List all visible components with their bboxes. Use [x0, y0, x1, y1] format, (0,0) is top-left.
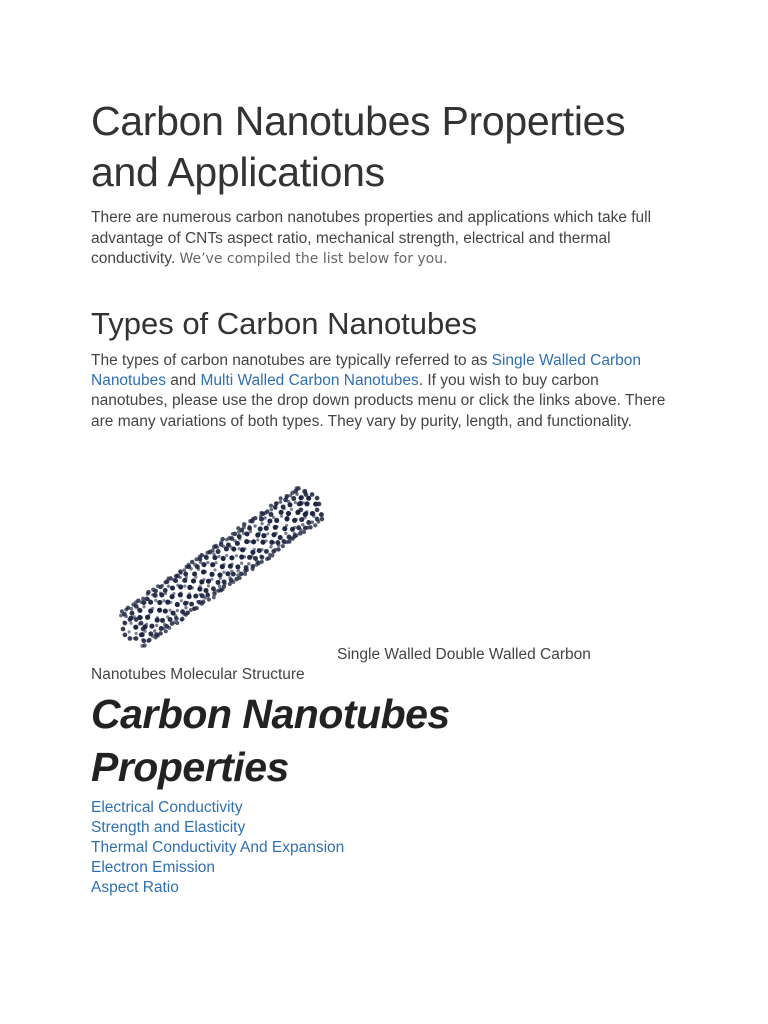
property-link[interactable]: Aspect Ratio [91, 879, 179, 896]
atom-dot [233, 532, 237, 536]
atom-dot [201, 562, 206, 567]
atom-dot [251, 564, 256, 569]
atom-dot [281, 504, 286, 509]
atom-dot [222, 571, 225, 574]
atom-dot [286, 511, 291, 516]
atom-dot [163, 609, 168, 614]
atom-dot [264, 526, 269, 531]
atom-dot [320, 517, 324, 521]
atom-dot [213, 568, 216, 571]
atom-dot [170, 594, 175, 599]
atom-dot [217, 555, 220, 558]
atom-dot [164, 624, 169, 629]
atom-dot [267, 523, 270, 526]
atom-dot [225, 554, 228, 557]
atom-dot [296, 525, 301, 530]
atom-dot [267, 518, 272, 523]
intro-paragraph [91, 208, 691, 270]
atom-dot [231, 572, 236, 577]
atom-dot [139, 621, 144, 626]
atom-dot [303, 526, 308, 531]
atom-dot [123, 633, 128, 638]
intro-light-text: We’ve compiled the list below for you. [179, 251, 448, 267]
atom-dot [190, 560, 194, 564]
atom-dot [298, 501, 303, 506]
atom-dot [197, 600, 202, 605]
atom-dot [247, 562, 251, 566]
atom-dot [230, 536, 235, 541]
atom-dot [271, 532, 276, 537]
atom-dot [170, 586, 175, 591]
atom-dot [122, 612, 127, 617]
atom-dot [183, 584, 186, 587]
property-list-item [91, 798, 344, 818]
atom-dot [192, 571, 197, 576]
atom-dot [228, 564, 233, 569]
atom-dot [244, 565, 249, 570]
atom-dot [145, 597, 150, 602]
atom-dot [180, 609, 185, 614]
atom-dot [142, 639, 147, 644]
atom-dot [173, 578, 178, 583]
properties-heading-line-2: Properties [91, 744, 289, 790]
atom-dot [239, 528, 244, 533]
atom-dot [281, 544, 285, 548]
atom-dot [231, 547, 236, 552]
atom-dot [193, 594, 198, 599]
atom-dot [310, 492, 315, 497]
atom-dot [224, 546, 229, 551]
atom-dot [306, 520, 311, 525]
atom-dot [287, 535, 292, 540]
atom-dot [184, 606, 188, 610]
atom-dot [187, 594, 192, 599]
atom-dot [255, 532, 260, 537]
atom-dot [201, 569, 206, 574]
atom-dot [280, 515, 283, 518]
intro-text: There are numerous carbon nanotubes properties and applications which take full advantage of CNTs aspect ratio, mechanical strength, electrical and thermal conductivity. [91, 209, 652, 267]
atom-dot [304, 501, 309, 506]
atom-dot [284, 532, 287, 535]
atom-dot [222, 584, 226, 588]
atom-dot [205, 593, 210, 598]
atom-dot [298, 531, 302, 535]
atom-dot [134, 636, 139, 641]
properties-link-list [91, 798, 344, 898]
image-caption-part-2: Nanotubes Molecular Structure [91, 666, 305, 683]
atom-dot [165, 579, 170, 584]
atom-dot [253, 524, 257, 528]
atom-dot [164, 629, 168, 633]
atom-dot [218, 588, 223, 593]
atom-dot [235, 541, 240, 546]
atom-dot [168, 576, 172, 580]
page-title: Carbon Nanotubes Properties and Applications [91, 98, 626, 195]
atom-dot [261, 533, 266, 538]
atom-dot [148, 600, 153, 605]
atom-dot [207, 584, 210, 587]
property-list-item [91, 818, 344, 838]
image-caption-part-1: Single Walled Double Walled Carbon [337, 646, 591, 663]
atom-dot [251, 539, 256, 544]
atom-dot [155, 624, 158, 627]
atom-dot [183, 572, 188, 577]
atom-dot [302, 489, 307, 494]
atom-dot [200, 553, 204, 557]
atom-dot [282, 526, 287, 531]
atom-dot [299, 517, 304, 522]
atom-dot [148, 608, 153, 613]
atom-dot [182, 568, 186, 572]
atom-dot [273, 525, 278, 530]
atom-dot [159, 592, 164, 597]
atom-dot [129, 622, 132, 625]
atom-dot [279, 510, 284, 515]
atom-dot [276, 547, 280, 551]
atom-dot [140, 632, 145, 637]
atom-dot [303, 512, 308, 517]
atom-dot [189, 602, 194, 607]
atom-dot [267, 556, 271, 560]
atom-dot [247, 555, 252, 560]
atom-dot [158, 631, 162, 635]
property-link[interactable]: Thermal Conductivity And Expansion [91, 839, 345, 856]
atom-dot [141, 600, 146, 605]
atom-dot [240, 562, 243, 565]
atom-dot [199, 579, 204, 584]
atom-dot [134, 632, 137, 635]
atom-dot [294, 501, 297, 504]
atom-dot [216, 549, 221, 554]
atom-dot [121, 627, 126, 632]
atom-dot [178, 569, 182, 573]
atom-dot [259, 517, 264, 522]
atom-dot [154, 599, 157, 602]
atom-dot [128, 636, 133, 641]
atom-dot [264, 549, 269, 554]
atom-dot [313, 502, 318, 507]
atom-dot [175, 621, 179, 625]
atom-dot [260, 555, 265, 560]
atom-dot [284, 516, 289, 521]
atom-dot [134, 604, 139, 609]
atom-dot [273, 505, 278, 510]
atom-dot [212, 545, 216, 549]
atom-dot [145, 615, 150, 620]
atom-dot [178, 584, 183, 589]
atom-dot [292, 534, 297, 539]
properties-heading [91, 688, 691, 794]
properties-heading-line-1: Carbon Nanotubes [91, 691, 450, 737]
atom-dot [235, 554, 238, 557]
atom-dot [256, 538, 259, 541]
atom-dot [192, 607, 196, 611]
atom-dot [180, 617, 184, 621]
multi-walled-link[interactable]: Multi Walled Carbon Nanotubes [200, 372, 419, 390]
atom-dot [212, 595, 216, 599]
atom-dot [162, 599, 165, 602]
atom-dot [133, 625, 138, 630]
property-list-item [91, 878, 344, 898]
atom-dot [283, 498, 288, 503]
atom-dot [176, 609, 179, 612]
atom-dot [229, 578, 234, 583]
atom-dot [153, 589, 158, 594]
atom-dot [175, 602, 180, 607]
atom-dot [123, 621, 128, 626]
atom-dot [253, 556, 258, 561]
atom-dot [157, 600, 162, 605]
atom-dot [239, 571, 244, 576]
atom-dot [282, 539, 287, 544]
atom-dot [147, 638, 151, 642]
atom-dot [269, 512, 274, 517]
atom-dot [244, 539, 249, 544]
atom-dot [260, 512, 265, 517]
atom-dot [269, 540, 274, 545]
atom-dot [299, 495, 304, 500]
property-list-item [91, 858, 344, 878]
atom-dot [142, 624, 147, 629]
atom-dot [222, 579, 227, 584]
atom-dot [315, 517, 320, 522]
types-heading: Types of Carbon Nanotubes [91, 306, 478, 341]
atom-dot [128, 616, 133, 621]
atom-dot [153, 629, 157, 633]
atom-dot [271, 549, 276, 554]
atom-dot [206, 579, 211, 584]
atom-dot [274, 518, 279, 523]
atom-dot [236, 569, 240, 573]
atom-dot [215, 580, 220, 585]
atom-dot [128, 630, 131, 633]
atom-dot [315, 508, 320, 513]
atom-dot [163, 588, 168, 593]
atom-dot [290, 527, 295, 532]
atom-dot [149, 624, 154, 629]
atom-dot [191, 578, 196, 583]
atom-dot [287, 502, 292, 507]
types-text-2: and [165, 372, 201, 390]
atom-dot [225, 571, 230, 576]
atom-dot [221, 556, 226, 561]
atom-dot [170, 621, 174, 625]
atom-dot [148, 631, 153, 636]
atom-dot [306, 496, 311, 501]
atom-dot [250, 550, 255, 555]
atom-dot [185, 610, 190, 615]
atom-dot [175, 574, 180, 579]
atom-dot [220, 564, 225, 569]
atom-dot [157, 608, 162, 613]
atom-dot [198, 557, 203, 562]
nanotube-structure-image [111, 474, 341, 659]
atom-dot [171, 611, 176, 616]
atom-dot [265, 509, 269, 513]
atom-dot [217, 572, 222, 577]
atom-dot [310, 511, 315, 516]
atom-dot [240, 547, 245, 552]
atom-dot [195, 564, 200, 569]
atom-dot [183, 601, 188, 606]
atom-dot [219, 542, 224, 547]
atom-dot [159, 626, 164, 631]
atom-dot [167, 584, 171, 588]
property-list-item [91, 838, 344, 858]
atom-dot [269, 504, 273, 508]
atom-dot [258, 526, 263, 531]
atom-dot [186, 564, 191, 569]
atom-dot [204, 555, 209, 560]
atom-dot [235, 564, 240, 569]
atom-dot [292, 518, 297, 523]
atom-dot [203, 588, 208, 593]
atom-dot [260, 522, 263, 525]
atom-dot [234, 577, 238, 581]
atom-dot [319, 512, 324, 517]
atom-dot [270, 553, 274, 557]
atom-dot [155, 618, 160, 623]
atom-dot [142, 605, 145, 608]
property-link[interactable]: Electron Emission [91, 859, 216, 876]
atom-dot [197, 587, 202, 592]
types-text-1: The types of carbon nanotubes are typically referred to as [91, 352, 492, 369]
atom-dot [187, 585, 192, 590]
atom-dot [220, 537, 224, 541]
atom-dot [168, 617, 173, 622]
property-link[interactable]: Strength and Elasticity [91, 819, 246, 836]
atom-dot [178, 592, 183, 597]
atom-dot [126, 606, 130, 610]
atom-dot [257, 548, 262, 553]
atom-dot [200, 593, 205, 598]
atom-dot [275, 540, 280, 545]
atom-dot [154, 632, 159, 637]
single-walled-link[interactable]: Single Walled Carbon Nanotubes [91, 352, 641, 390]
atom-dot [207, 597, 211, 601]
atom-dot [266, 532, 269, 535]
atom-dot [212, 555, 217, 560]
atom-dot [295, 510, 300, 515]
atom-dot [174, 616, 179, 621]
atom-dot [146, 590, 150, 594]
atom-dot [212, 591, 216, 595]
atom-dot [301, 523, 305, 527]
atom-dot [279, 500, 283, 504]
atom-dot [244, 531, 249, 536]
atom-dot [269, 545, 273, 549]
atom-dot [209, 572, 214, 577]
atom-dot [182, 578, 187, 583]
atom-dot [211, 586, 216, 591]
atom-dot [278, 535, 283, 540]
atom-dot [237, 534, 242, 539]
atom-dot [180, 599, 183, 602]
atom-dot [218, 585, 222, 589]
atom-dot [287, 539, 291, 543]
types-text-3: . If you wish to buy carbon nanotubes, please use the drop down products menu or click the links above. There are many variations of both types. They vary by purity, length, and functionality. [91, 372, 666, 430]
atom-dot [130, 611, 135, 616]
atom-dot [315, 496, 320, 501]
atom-dot [137, 615, 142, 620]
atom-dot [302, 530, 306, 534]
atom-dot [313, 523, 317, 527]
atom-dot [239, 554, 244, 559]
atom-dot [279, 496, 283, 500]
atom-dot [269, 508, 273, 512]
atom-dot [250, 519, 255, 524]
atom-dot [158, 585, 162, 589]
atom-dot [293, 489, 298, 494]
atom-dot [291, 496, 296, 501]
types-paragraph [91, 351, 671, 432]
property-link[interactable]: Electrical Conductivity [91, 799, 243, 816]
atom-dot [165, 600, 170, 605]
atom-dot [242, 522, 246, 526]
atom-dot [308, 525, 312, 529]
atom-dot [260, 540, 265, 545]
atom-dot [247, 526, 252, 531]
atom-dot [206, 561, 209, 564]
atom-dot [160, 618, 165, 623]
atom-dot [256, 561, 260, 565]
atom-dot [143, 643, 147, 647]
atom-dot [137, 608, 142, 613]
atom-dot [136, 598, 140, 602]
atom-dot [229, 555, 234, 560]
atom-dot [153, 593, 158, 598]
atom-dot [208, 550, 213, 555]
atom-dot [290, 508, 293, 511]
atom-dot [210, 562, 215, 567]
